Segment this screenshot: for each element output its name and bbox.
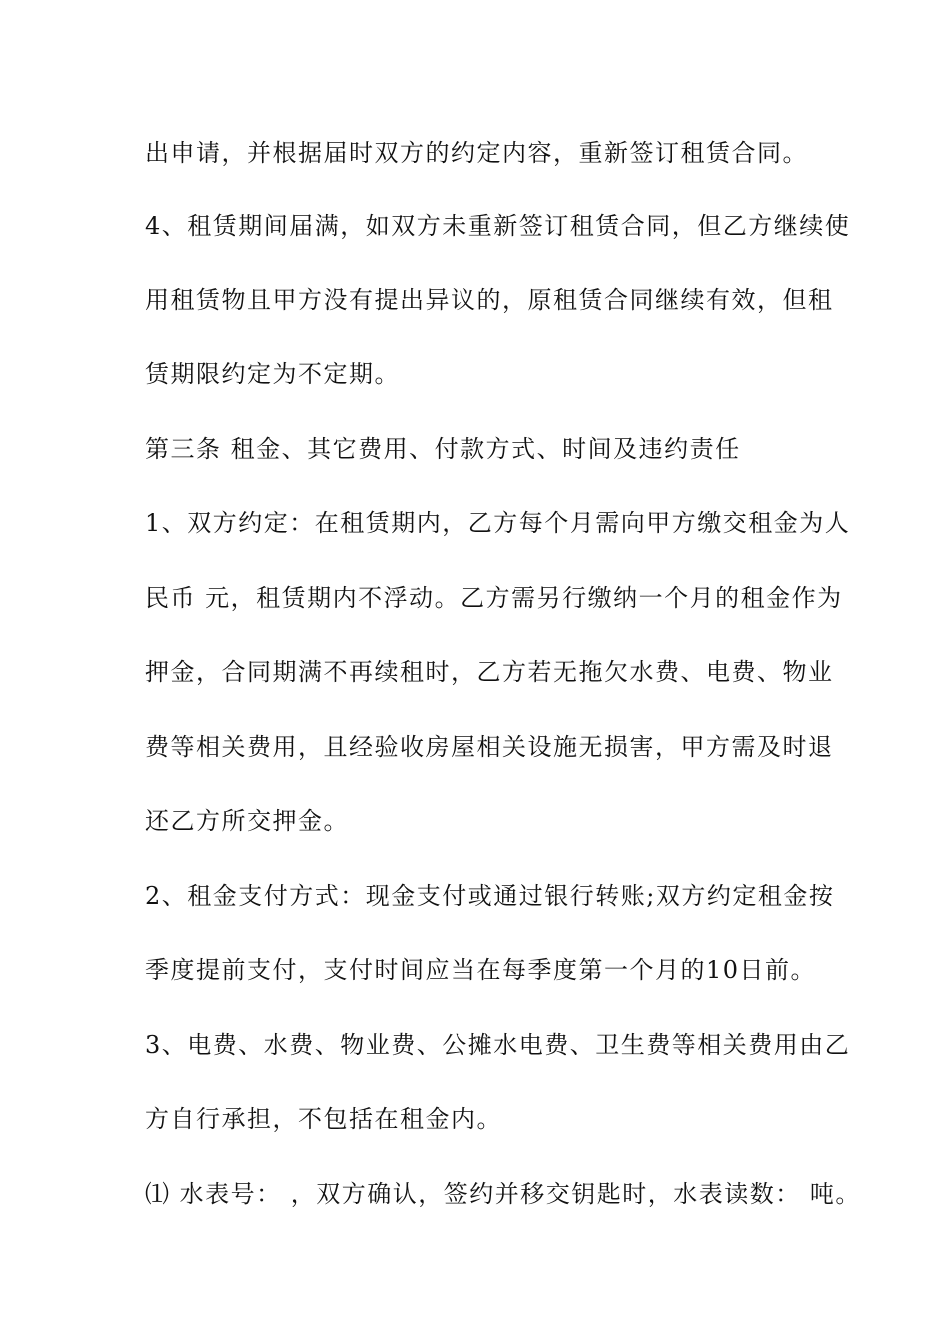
- paragraph-line-9: 费等相关费用，且经验收房屋相关设施无损害，甲方需及时退: [145, 733, 834, 761]
- paragraph-line-14: 方自行承担，不包括在租金内。: [145, 1105, 502, 1133]
- paragraph-line-6: 1、双方约定：在租赁期内，乙方每个月需向甲方缴交租金为人: [145, 509, 851, 537]
- paragraph-line-8: 押金，合同期满不再续租时，乙方若无拖欠水费、电费、物业: [145, 658, 834, 686]
- paragraph-line-12: 季度提前支付，支付时间应当在每季度第一个月的10日前。: [145, 956, 817, 984]
- paragraph-line-7: 民币 元，租赁期内不浮动。乙方需另行缴纳一个月的租金作为: [145, 584, 843, 612]
- paragraph-line-15: ⑴ 水表号： ，双方确认，签约并移交钥匙时，水表读数： 吨。: [145, 1180, 861, 1208]
- paragraph-line-4: 赁期限约定为不定期。: [145, 360, 400, 388]
- paragraph-line-2: 4、租赁期间届满，如双方未重新签订租赁合同，但乙方继续使: [145, 212, 851, 240]
- paragraph-line-11: 2、租金支付方式：现金支付或通过银行转账;双方约定租金按: [145, 882, 835, 910]
- section-heading-3: 第三条 租金、其它费用、付款方式、时间及违约责任: [145, 435, 741, 463]
- paragraph-line-13: 3、电费、水费、物业费、公摊水电费、卫生费等相关费用由乙: [145, 1031, 851, 1059]
- paragraph-line-1: 出申请，并根据届时双方的约定内容，重新签订租赁合同。: [145, 139, 808, 167]
- paragraph-line-10: 还乙方所交押金。: [145, 807, 349, 835]
- paragraph-line-3: 用租赁物且甲方没有提出异议的，原租赁合同继续有效，但租: [145, 286, 834, 314]
